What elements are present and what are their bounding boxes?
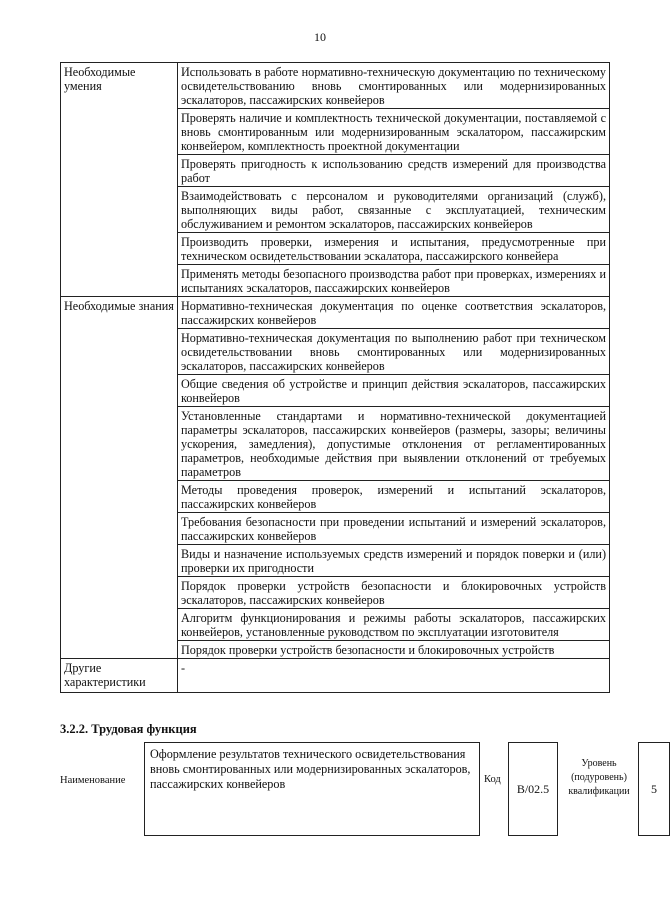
name-value: Оформление результатов технического освидетельствования вновь смонтированных или модернизированных эскалаторов, пассажирских конвейеров — [144, 742, 480, 836]
code-label: Код — [484, 774, 501, 785]
skill-item: Применять методы безопасного производства работ при проверках, измерениях и испытаниях эскалаторов, пассажирских конвейеров — [178, 265, 610, 297]
table-row — [61, 63, 610, 109]
knowledge-item: Порядок проверки устройств безопасности и блокировочных устройств эскалаторов, пассажирских конвейеров — [178, 577, 610, 609]
knowledge-item: Методы проведения проверок, измерений и испытаний эскалаторов, пассажирских конвейеров — [178, 481, 610, 513]
knowledge-item: Нормативно-техническая документация по выполнению работ при техническом освидетельствовании вновь смонтированных или модернизированных эскалаторов, пассажирских конвейеров — [178, 329, 610, 375]
knowledge-item: Требования безопасности при проведении испытаний и измерений эскалаторов, пассажирских конвейеров — [178, 513, 610, 545]
code-value: B/02.5 — [508, 742, 558, 836]
skill-item: Проверять пригодность к использованию средств измерений для производства работ — [178, 155, 610, 187]
table-row — [61, 297, 610, 329]
knowledge-item: Порядок проверки устройств безопасности и блокировочных устройств — [178, 641, 610, 659]
labor-function-row — [60, 742, 657, 836]
knowledge-item: Общие сведения об устройстве и принцип действия эскалаторов, пассажирских конвейеров — [178, 375, 610, 407]
skill-item: Взаимодействовать с персоналом и руководителями организаций (служб), выполняющих виды работ, связанные с эксплуатацией, техническим обслуживанием и ремонтом эскалаторов, пассажирских конвейеров — [178, 187, 610, 233]
page-number: 10 — [314, 30, 326, 44]
knowledge-item: Нормативно-техническая документация по оценке соответствия эскалаторов, пассажирских конвейеров — [178, 297, 610, 329]
name-label: Наименование — [60, 775, 126, 786]
skill-item: Использовать в работе нормативно-техническую документацию по техническому освидетельствованию вновь смонтированных или модернизированных эскалаторов, пассажирских конвейеров — [178, 63, 610, 109]
skills-label: Необходимые умения — [61, 63, 178, 297]
knowledge-item: Виды и назначение используемых средств измерений и порядок поверки и (или) проверки их пригодности — [178, 545, 610, 577]
level-label: Уровень (подуровень) квалификации — [568, 758, 630, 797]
knowledge-item: Алгоритм функционирования и режимы работы эскалаторов, пассажирских конвейеров, установленные руководством по эксплуатации изготовителя — [178, 609, 610, 641]
section-heading: 3.2.2. Трудовая функция — [60, 722, 197, 736]
level-value: 5 — [638, 742, 670, 836]
other-value: - — [178, 659, 610, 693]
skill-item: Производить проверки, измерения и испытания, предусмотренные при техническом освидетельствовании эскалатора, пассажирского конвейера — [178, 233, 610, 265]
table-row — [61, 659, 610, 693]
other-label: Другие характеристики — [61, 659, 178, 693]
requirements-table — [60, 62, 610, 693]
skill-item: Проверять наличие и комплектность технической документации, поставляемой с вновь смонтированным или модернизированным эскалатором, пассажирским конвейером, комплектность проектной документации — [178, 109, 610, 155]
knowledge-item: Установленные стандартами и нормативно-технической документацией параметры эскалаторов, пассажирских конвейеров (размеры, зазоры; величины ускорения, замедления), допустимые отклонения от регламентированных параметров, необходимые действия при выявлении отклонений от требуемых параметров — [178, 407, 610, 481]
knowledge-label: Необходимые знания — [61, 297, 178, 659]
